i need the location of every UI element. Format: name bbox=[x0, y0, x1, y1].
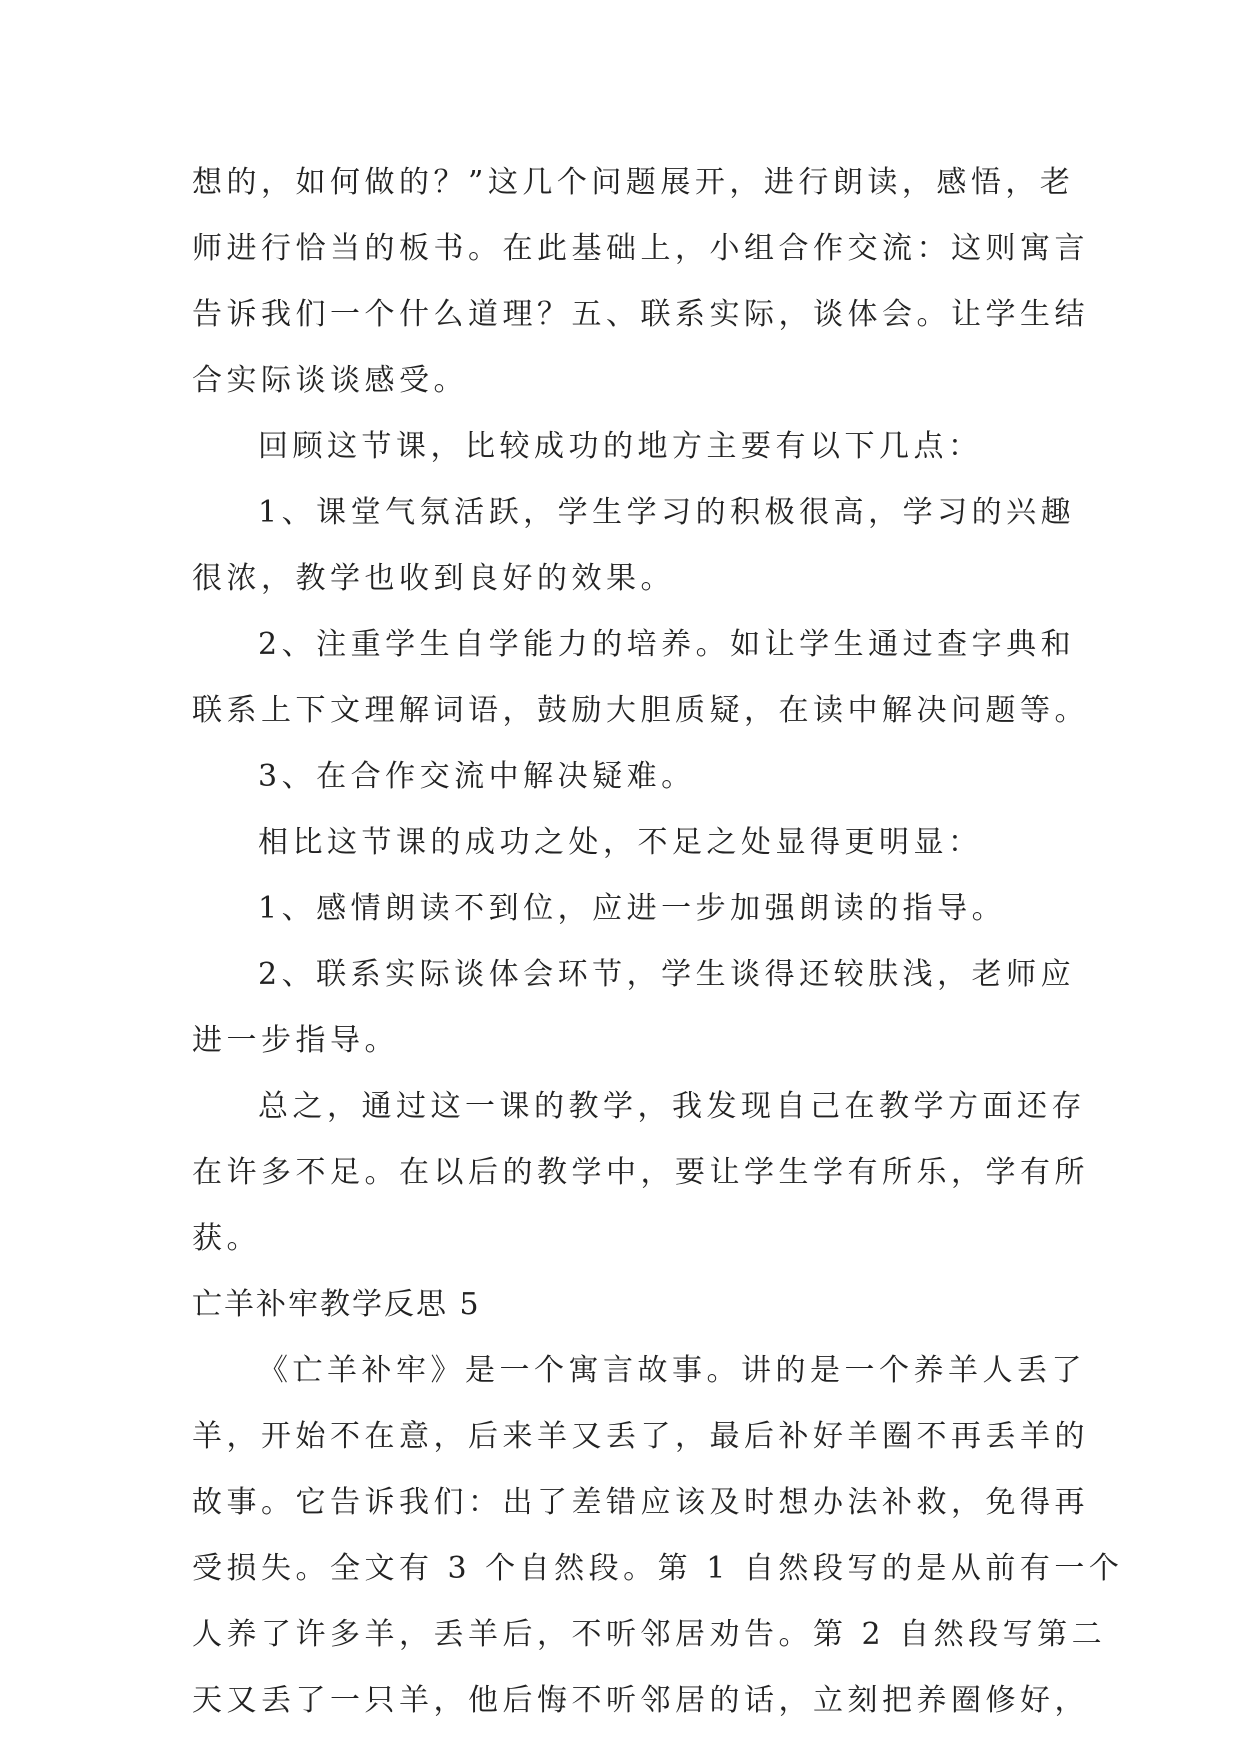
section-heading: 亡羊补牢教学反思 5 bbox=[192, 1287, 481, 1322]
paragraph-line: 1、课堂气氛活跃，学生学习的积极很高，学习的兴趣 bbox=[258, 495, 1076, 530]
text-line: 在许多不足。在以后的教学中，要让学生学有所乐，学有所 bbox=[192, 1155, 1089, 1190]
text-line: 进一步指导。 bbox=[192, 1023, 399, 1058]
paragraph-line: 2、注重学生自学能力的培养。如让学生通过查字典和 bbox=[258, 627, 1076, 662]
document-page bbox=[192, 150, 1124, 1734]
text-line: 天又丢了一只羊，他后悔不听邻居的话，立刻把养圈修好， bbox=[192, 1683, 1089, 1718]
text-line: 合实际谈谈感受。 bbox=[192, 363, 468, 398]
paragraph-line: 《亡羊补牢》是一个寓言故事。讲的是一个养羊人丢了 bbox=[258, 1353, 1086, 1388]
text-line: 师进行恰当的板书。在此基础上，小组合作交流：这则寓言 bbox=[192, 231, 1089, 266]
text-line: 很浓，教学也收到良好的效果。 bbox=[192, 561, 675, 596]
text-line: 想的，如何做的？”这几个问题展开，进行朗读，感悟，老 bbox=[192, 165, 1075, 200]
text-line: 联系上下文理解词语，鼓励大胆质疑，在读中解决问题等。 bbox=[192, 693, 1089, 728]
text-line: 人养了许多羊，丢羊后，不听邻居劝告。第 2 自然段写第二 bbox=[192, 1617, 1107, 1652]
paragraph-line: 2、联系实际谈体会环节，学生谈得还较肤浅，老师应 bbox=[258, 957, 1076, 992]
paragraph-line: 1、感情朗读不到位，应进一步加强朗读的指导。 bbox=[258, 891, 1007, 926]
text-line: 受损失。全文有 3 个自然段。第 1 自然段写的是从前有一个 bbox=[192, 1551, 1124, 1586]
text-line: 羊，开始不在意，后来羊又丢了，最后补好羊圈不再丢羊的 bbox=[192, 1419, 1089, 1454]
paragraph-line: 回顾这节课，比较成功的地方主要有以下几点： bbox=[258, 429, 983, 464]
paragraph-line: 3、在合作交流中解决疑难。 bbox=[258, 759, 696, 794]
text-line: 告诉我们一个什么道理？五、联系实际，谈体会。让学生结 bbox=[192, 297, 1089, 332]
paragraph-line: 相比这节课的成功之处，不足之处显得更明显： bbox=[258, 825, 983, 860]
text-line: 故事。它告诉我们：出了差错应该及时想办法补救，免得再 bbox=[192, 1485, 1089, 1520]
paragraph-line: 总之，通过这一课的教学，我发现自己在教学方面还存 bbox=[258, 1089, 1086, 1124]
text-line: 获。 bbox=[192, 1221, 261, 1256]
